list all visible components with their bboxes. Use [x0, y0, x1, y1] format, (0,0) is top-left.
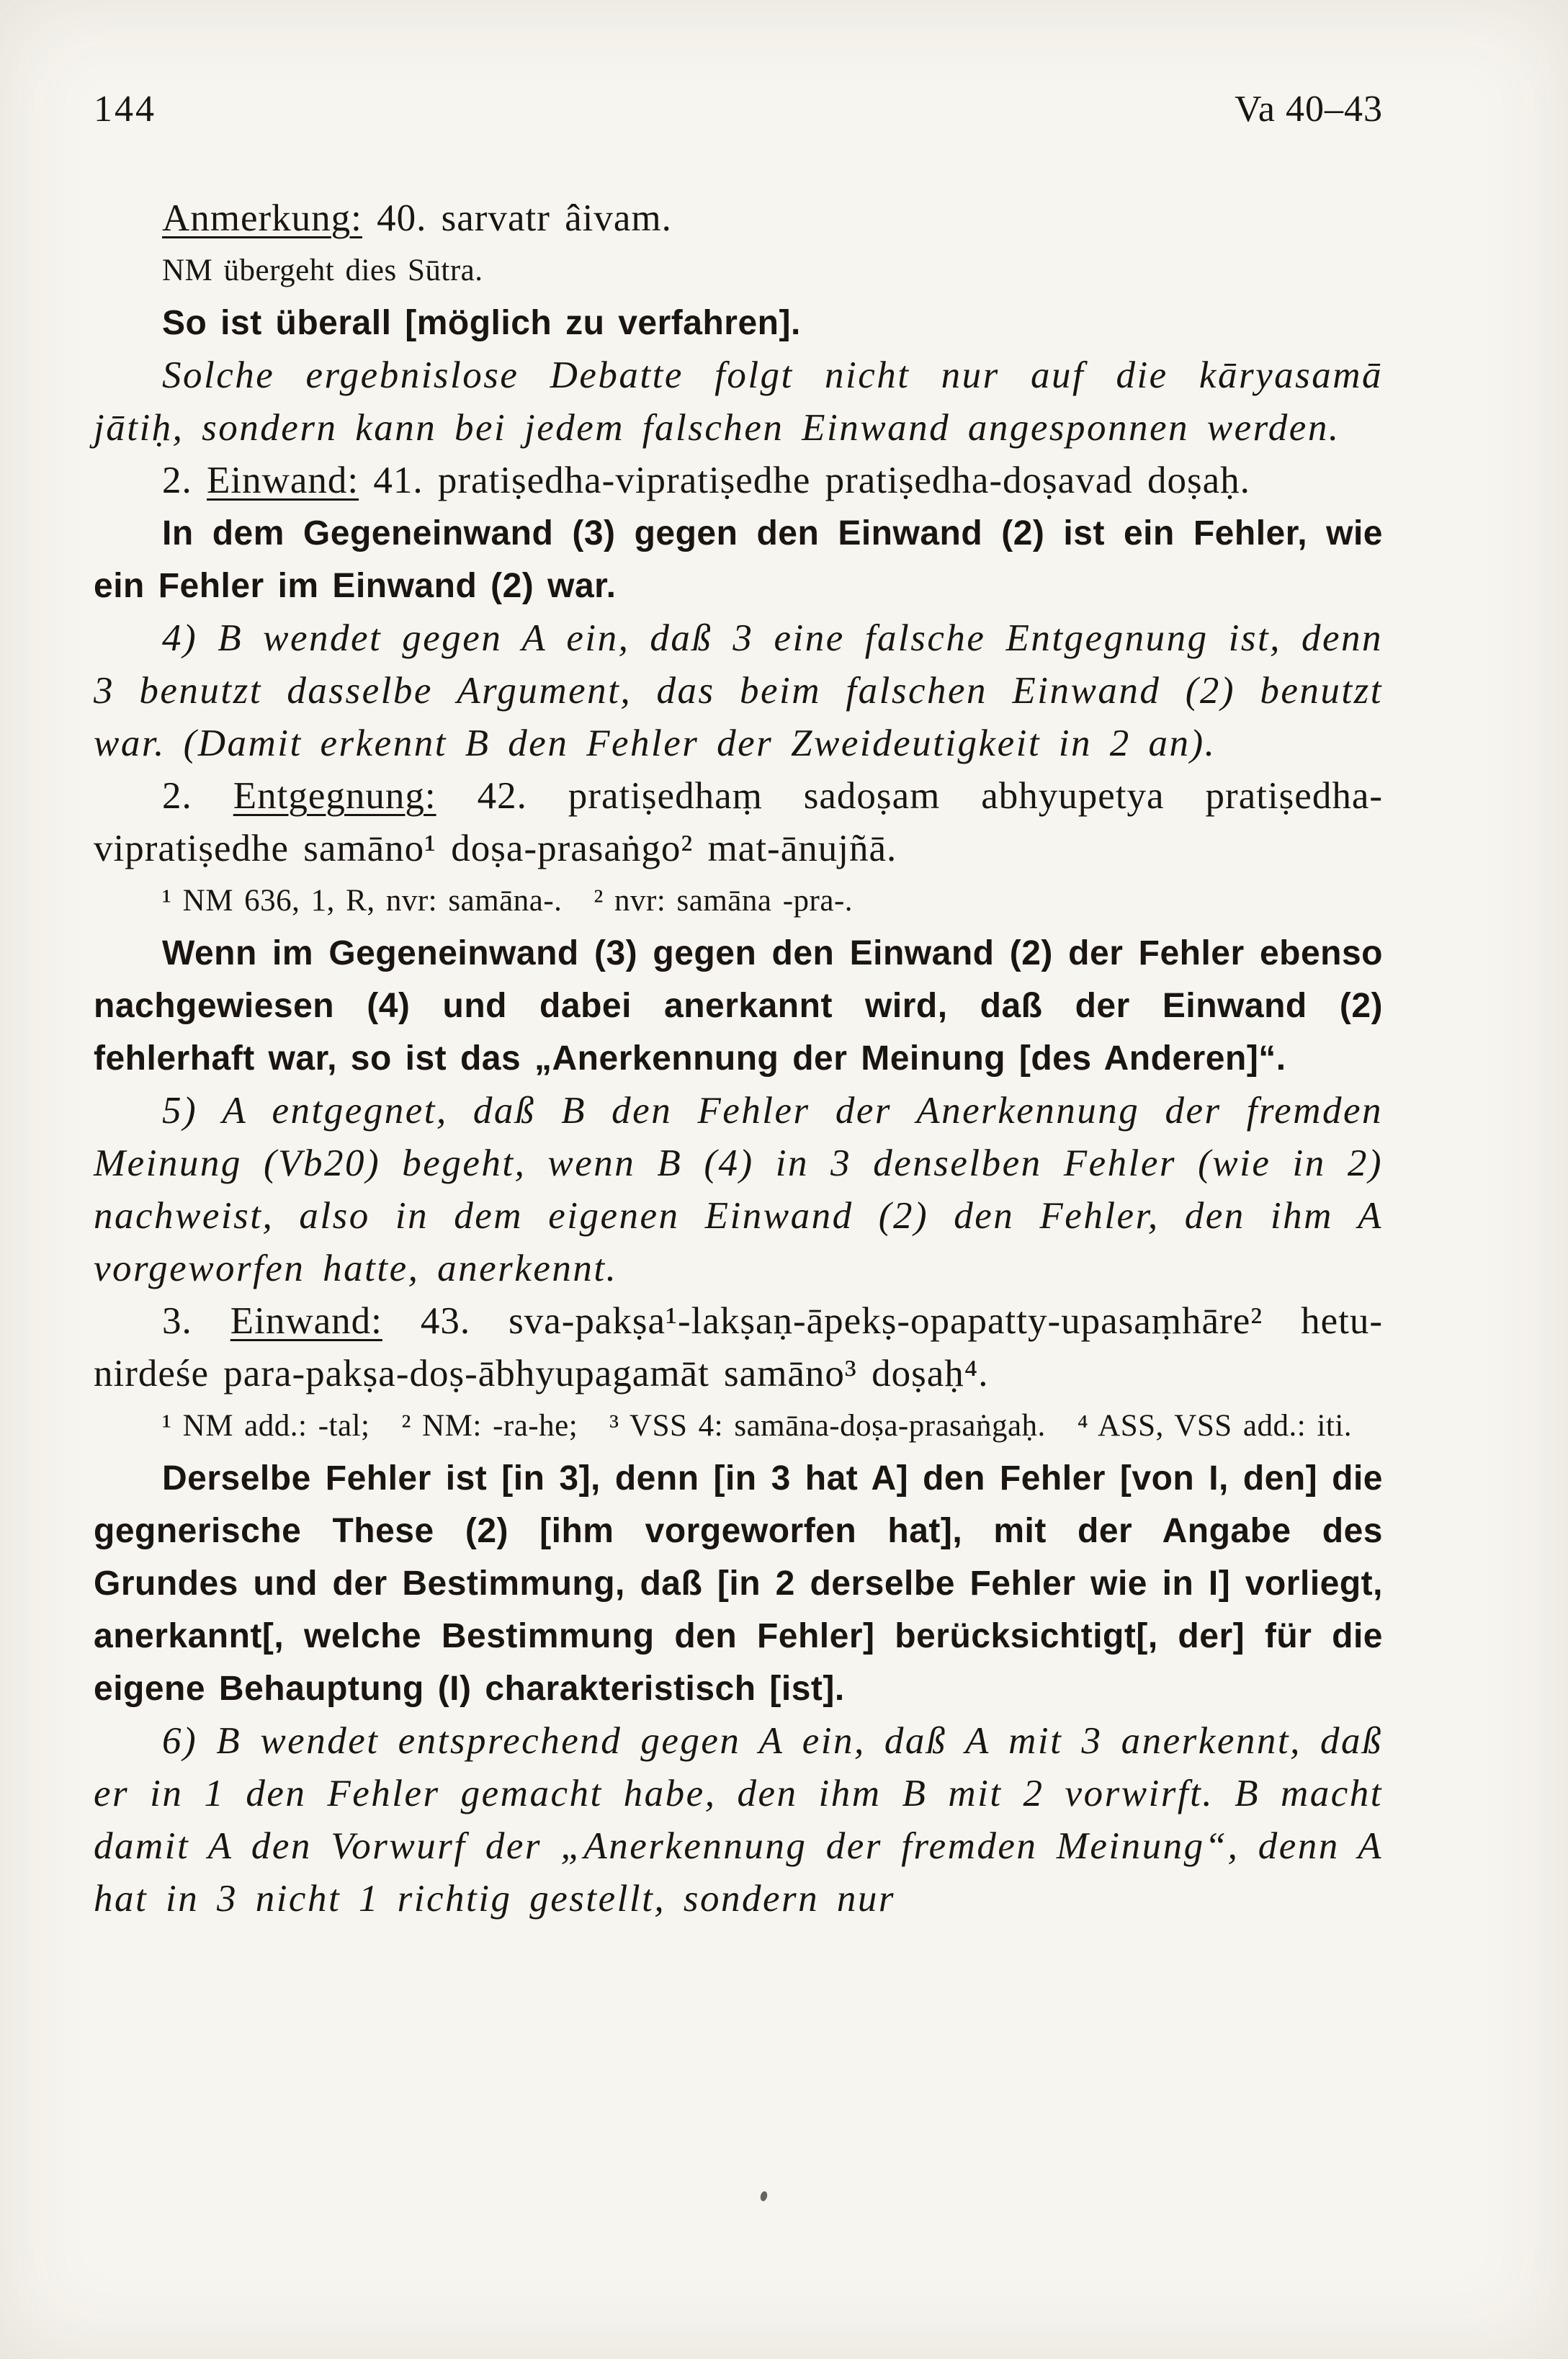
underlined-term: Anmerkung: — [162, 197, 362, 239]
text-block — [94, 88, 1383, 1925]
text-run: 40. sarvatr âivam. — [362, 197, 672, 239]
para-einwand-41 — [94, 455, 1383, 507]
text-run: 43. sva-pakṣa¹-lakṣaṇ-āpekṣ-opapatty-upasaṃhāre² hetu-nirdeśe para-pakṣa-doṣ-ābhyupagamāt samāno³ doṣaḥ⁴. — [94, 1300, 1384, 1395]
note-nm-sutra: NM übergeht dies Sūtra. — [162, 254, 483, 287]
section-reference: Va 40–43 — [1235, 89, 1383, 130]
text-run: 2. — [162, 775, 233, 817]
underlined-term: Einwand: — [230, 1300, 382, 1342]
underlined-term: Entgegnung: — [233, 775, 436, 817]
para-einwand-43 — [94, 1295, 1383, 1400]
para-anmerkung-40 — [94, 192, 1383, 245]
footnote-sutra-42: ¹ NM 636, 1, R, nvr: samāna-. ² nvr: samāna -pra-. — [162, 884, 854, 918]
scan-artifact-speck — [759, 2190, 768, 2202]
italic-commentary-debatte: Solche ergebnislose Debatte folgt nicht nur auf die kāryasamā jātiḥ, sondern kann bei jedem falschen Einwand angesponnen werden. — [94, 354, 1383, 449]
text-run: 42. pratiṣedhaṃ sadoṣam abhyupetya pratiṣedha-vipratiṣedhe samāno¹ doṣa-prasaṅgo² mat-ānujñā. — [94, 775, 1384, 869]
para-entgegnung-42 — [94, 770, 1383, 875]
bold-translation-gegeneinwand: In dem Gegeneinwand (3) gegen den Einwand (2) ist ein Fehler, wie ein Fehler im Einwand (2) war. — [94, 514, 1383, 605]
page-number: 144 — [94, 89, 156, 130]
bold-translation-derselbe-fehler: Derselbe Fehler ist [in 3], denn [in 3 hat A] den Fehler [von I, den] die gegnerische These (2) [ihm vorgeworfen hat], mit der Angabe des Grundes und der Bestimmung, daß [in 2 derselbe Fehler wie in I] vorliegt, anerkannt[, welche Bestimmung den Fehler] berücksichtigt[, der] für die eigene Behauptung (I) charakteristisch [ist]. — [94, 1459, 1383, 1708]
footnote-sutra-43: ¹ NM add.: -tal; ² NM: -ra-he; ³ VSS 4: samāna-doṣa-prasaṅgaḥ. ⁴ ASS, VSS add.: iti. — [162, 1409, 1353, 1443]
italic-commentary-4: 4) B wendet gegen A ein, daß 3 eine falsche Entgegnung ist, denn 3 benutzt dasselbe Argument, das beim falschen Einwand (2) benutzt war. (Damit erkennt B den Fehler der Zweideutigkeit in 2 an). — [94, 617, 1383, 764]
text-run: 3. — [162, 1300, 230, 1342]
text-run: 41. pratiṣedha-vipratiṣedhe pratiṣedha-doṣavad doṣaḥ. — [359, 460, 1250, 501]
text-run: 2. — [162, 460, 207, 501]
bold-so-ist-ueberall: So ist überall [möglich zu verfahren]. — [162, 304, 801, 342]
page-header — [94, 88, 1383, 130]
underlined-term: Einwand: — [207, 460, 359, 501]
bold-translation-anerkennung: Wenn im Gegeneinwand (3) gegen den Einwand (2) der Fehler ebenso nachgewiesen (4) und dabei anerkannt wird, daß der Einwand (2) fehlerhaft war, so ist das „Anerkennung der Meinung [des Anderen]“. — [94, 934, 1383, 1078]
italic-commentary-5: 5) A entgegnet, daß B den Fehler der Anerkennung der fremden Meinung (Vb20) begeht, wenn B (4) in 3 denselben Fehler (wie in 2) nachweist, also in dem eigenen Einwand (2) den Fehler, den ihm A vorgeworfen hatte, anerkennt. — [94, 1090, 1383, 1289]
italic-commentary-6: 6) B wendet entsprechend gegen A ein, daß A mit 3 anerkennt, daß er in 1 den Fehler gemacht habe, den ihm B mit 2 vorwirft. B macht damit A den Vorwurf der „Anerkennung der fremden Meinung“, denn A hat in 3 nicht 1 richtig gestellt, sondern nur — [94, 1720, 1383, 1920]
